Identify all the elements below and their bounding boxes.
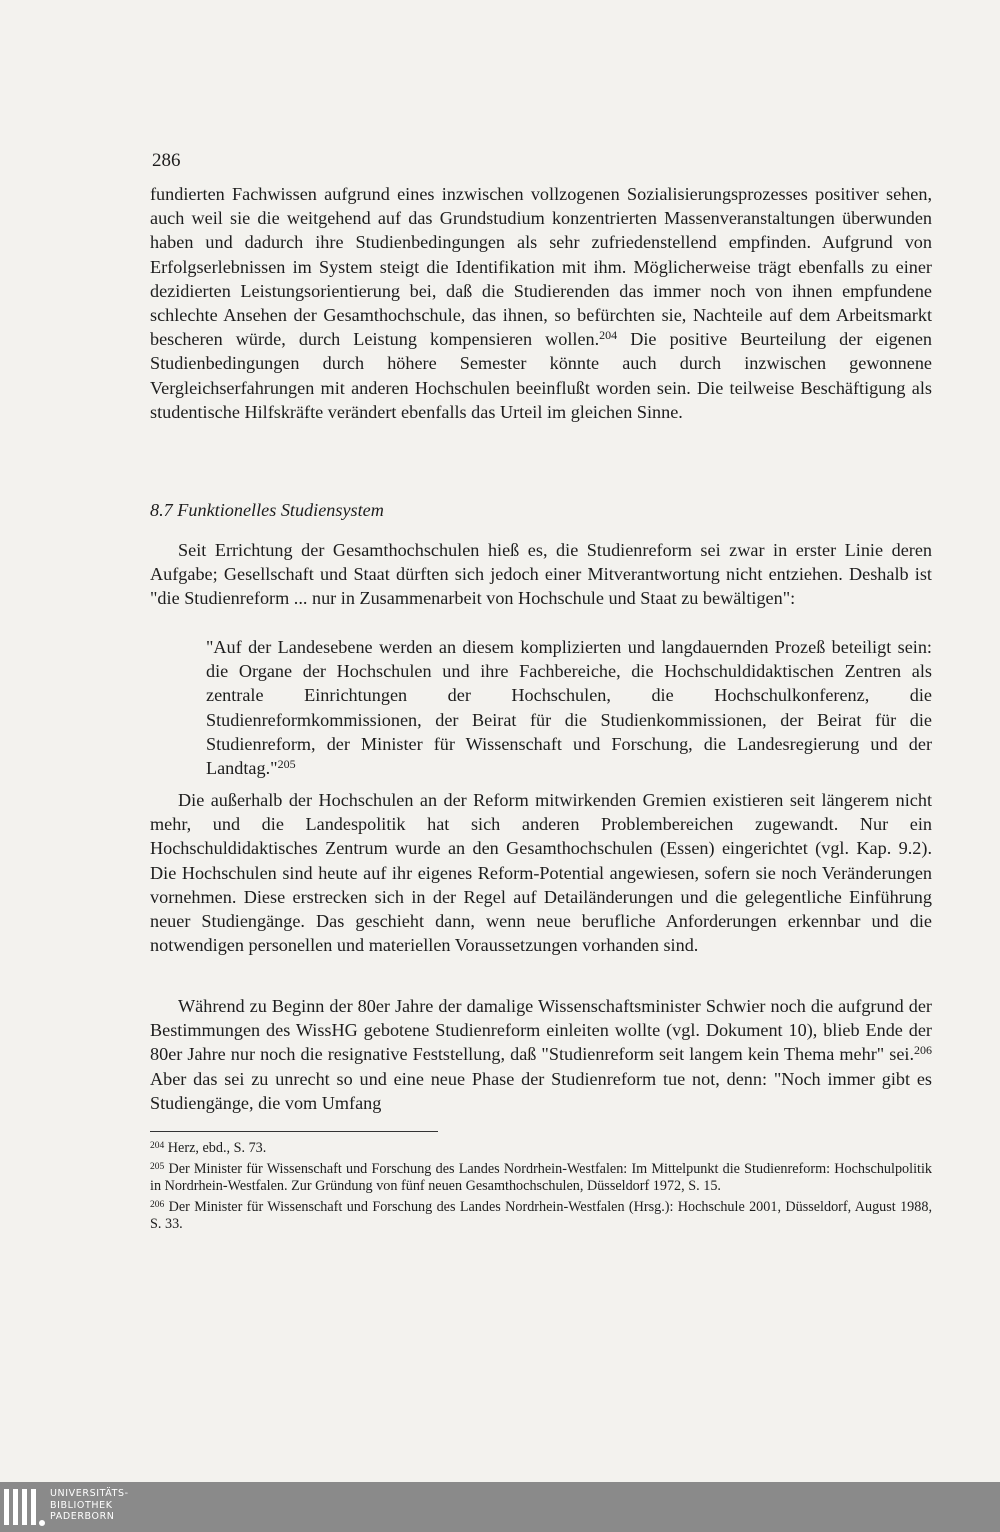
logo-dot-icon <box>39 1520 45 1526</box>
paragraph-3: Die außerhalb der Hochschulen an der Reform mitwirkenden Gremien existieren seit längerem nicht mehr, und die Landespolitik hat sich anderen Problembereichen zugewandt. Nur ein Hochschuldidaktisches Zentrum wurde an den Gesamthochschulen (Essen) eingerichtet (vgl. Kap. 9.2). Die Hochschulen sind heute auf ihr eigenes Reform-Potential angewiesen, sofern sie noch Veränderungen vornehmen. Diese erstrecken sich in der Regel auf Detailänderungen und die gelegentliche Einführung neuer Studiengänge. Das geschieht dann, wenn neue berufliche Anforderungen erkennbar und die notwendigen personellen und materiellen Voraussetzungen vorhanden sind. <box>150 790 932 956</box>
footnote-number: 205 <box>150 1161 165 1172</box>
footnote-text: Der Minister für Wissenschaft und Forschung des Landes Nordrhein-Westfalen (Hrsg.): Hochschule 2001, Düsseldorf, August 1988, S. 33. <box>150 1198 932 1232</box>
footnote-text: Der Minister für Wissenschaft und Forschung des Landes Nordrhein-Westfalen: Im Mittelpunkt die Studienreform: Hochschulpolitik in Nordrhein-Westfalen. Zur Gründung von fünf neuen Gesamthochschulen, Düsseldorf 1972, S. 15. <box>150 1160 932 1194</box>
footnote-text: Herz, ebd., S. 73. <box>164 1140 267 1156</box>
paragraph-1 <box>150 182 932 424</box>
footnotes <box>150 1140 932 1237</box>
page-number: 286 <box>152 150 181 171</box>
footnote-number: 204 <box>150 1141 165 1151</box>
section-heading: 8.7 Funktionelles Studiensystem <box>150 500 384 520</box>
footnote-separator <box>150 1131 438 1132</box>
footnote-ref-204[interactable]: 204 <box>599 328 618 343</box>
library-logo-text <box>50 1488 129 1523</box>
library-footer-bar <box>0 1482 1000 1532</box>
paragraph-2: Seit Errichtung der Gesamthochschulen hieß es, die Studienreform sei zwar in erster Linie deren Aufgabe; Gesellschaft und Staat dürften sich jedoch einer Mitverantwortung nicht entziehen. Deshalb ist "die Studienreform ... nur in Zusammenarbeit von Hochschule und Staat zu bewältigen": <box>150 540 932 609</box>
logo-line-2: BIBLIOTHEK <box>50 1499 113 1511</box>
paragraph-4-text: Während zu Beginn der 80er Jahre der damalige Wissenschaftsminister Schwier noch die aufgrund der Bestimmungen des WissHG gebotene Studienreform einleiten wollte (vgl. Dokument 10), blieb Ende der 80er Jahre nur noch die resignative Feststellung, daß "Studienreform seit langem kein Thema mehr" sei. <box>150 996 932 1065</box>
library-logo-icon <box>4 1489 36 1525</box>
paragraph-1-rest: Die positive Beurteilung der eigenen Studienbedingungen durch höhere Semester könnte auch durch inzwischen gewonnene Vergleichserfahrungen mit anderen Hochschulen beeinflußt worden sein. Die teilweise Beschäftigung als studentische Hilfskräfte verändert ebenfalls das Urteil im gleichen Sinne. <box>150 329 932 422</box>
logo-line-1: UNIVERSITÄTS- <box>50 1488 129 1499</box>
footnote-number: 206 <box>150 1199 165 1210</box>
block-quote-text: "Auf der Landesebene werden an diesem komplizierten und langdauernden Prozeß beteiligt sein: die Organe der Hochschulen und ihre Fachbereiche, die Hochschuldidaktischen Zentren als zentrale Einrichtungen der Hochschulen, die Hochschulkonferenz, die Studienreformkommissionen, der Beirat für die Studienkommissionen, der Beirat für die Studienreform, der Minister für Wissenschaft und Forschung, die Landesregierung und der Landtag." <box>206 637 932 779</box>
footnote-ref-205[interactable]: 205 <box>277 757 296 772</box>
block-quote <box>206 635 932 780</box>
footnote-204 <box>150 1140 932 1158</box>
paragraph-1-text: fundierten Fachwissen aufgrund eines inzwischen vollzogenen Sozialisierungsprozesses positiver sehen, auch weil sie die weitgehend auf das Grundstudium konzentrierten Massenveranstaltungen überwunden haben und dadurch ihre Studienbedingungen als sehr zufriedenstellend empfinden. Aufgrund von Erfolgserlebnissen im System steigt die Identifikation mit ihm. Möglicherweise trägt ebenfalls zu einer dezidierten Leistungsorientierung bei, daß die Studierenden das immer noch von ihnen empfundene schlechte Ansehen der Gesamthochschule, das ihnen, so befürchten sie, Nachteile auf dem Arbeitsmarkt bescheren würde, durch Leistung kompensieren wollen. <box>150 184 932 350</box>
footnote-205 <box>150 1161 932 1196</box>
footnote-206 <box>150 1199 932 1234</box>
logo-line-3: PADERBORN <box>50 1511 115 1522</box>
footnote-ref-206[interactable]: 206 <box>914 1043 932 1058</box>
paragraph-4-rest: Aber das sei zu unrecht so und eine neue Phase der Studienreform tue not, denn: "Noch immer gibt es Studiengänge, die vom Umfang <box>150 1068 932 1113</box>
paragraph-4 <box>150 994 932 1115</box>
